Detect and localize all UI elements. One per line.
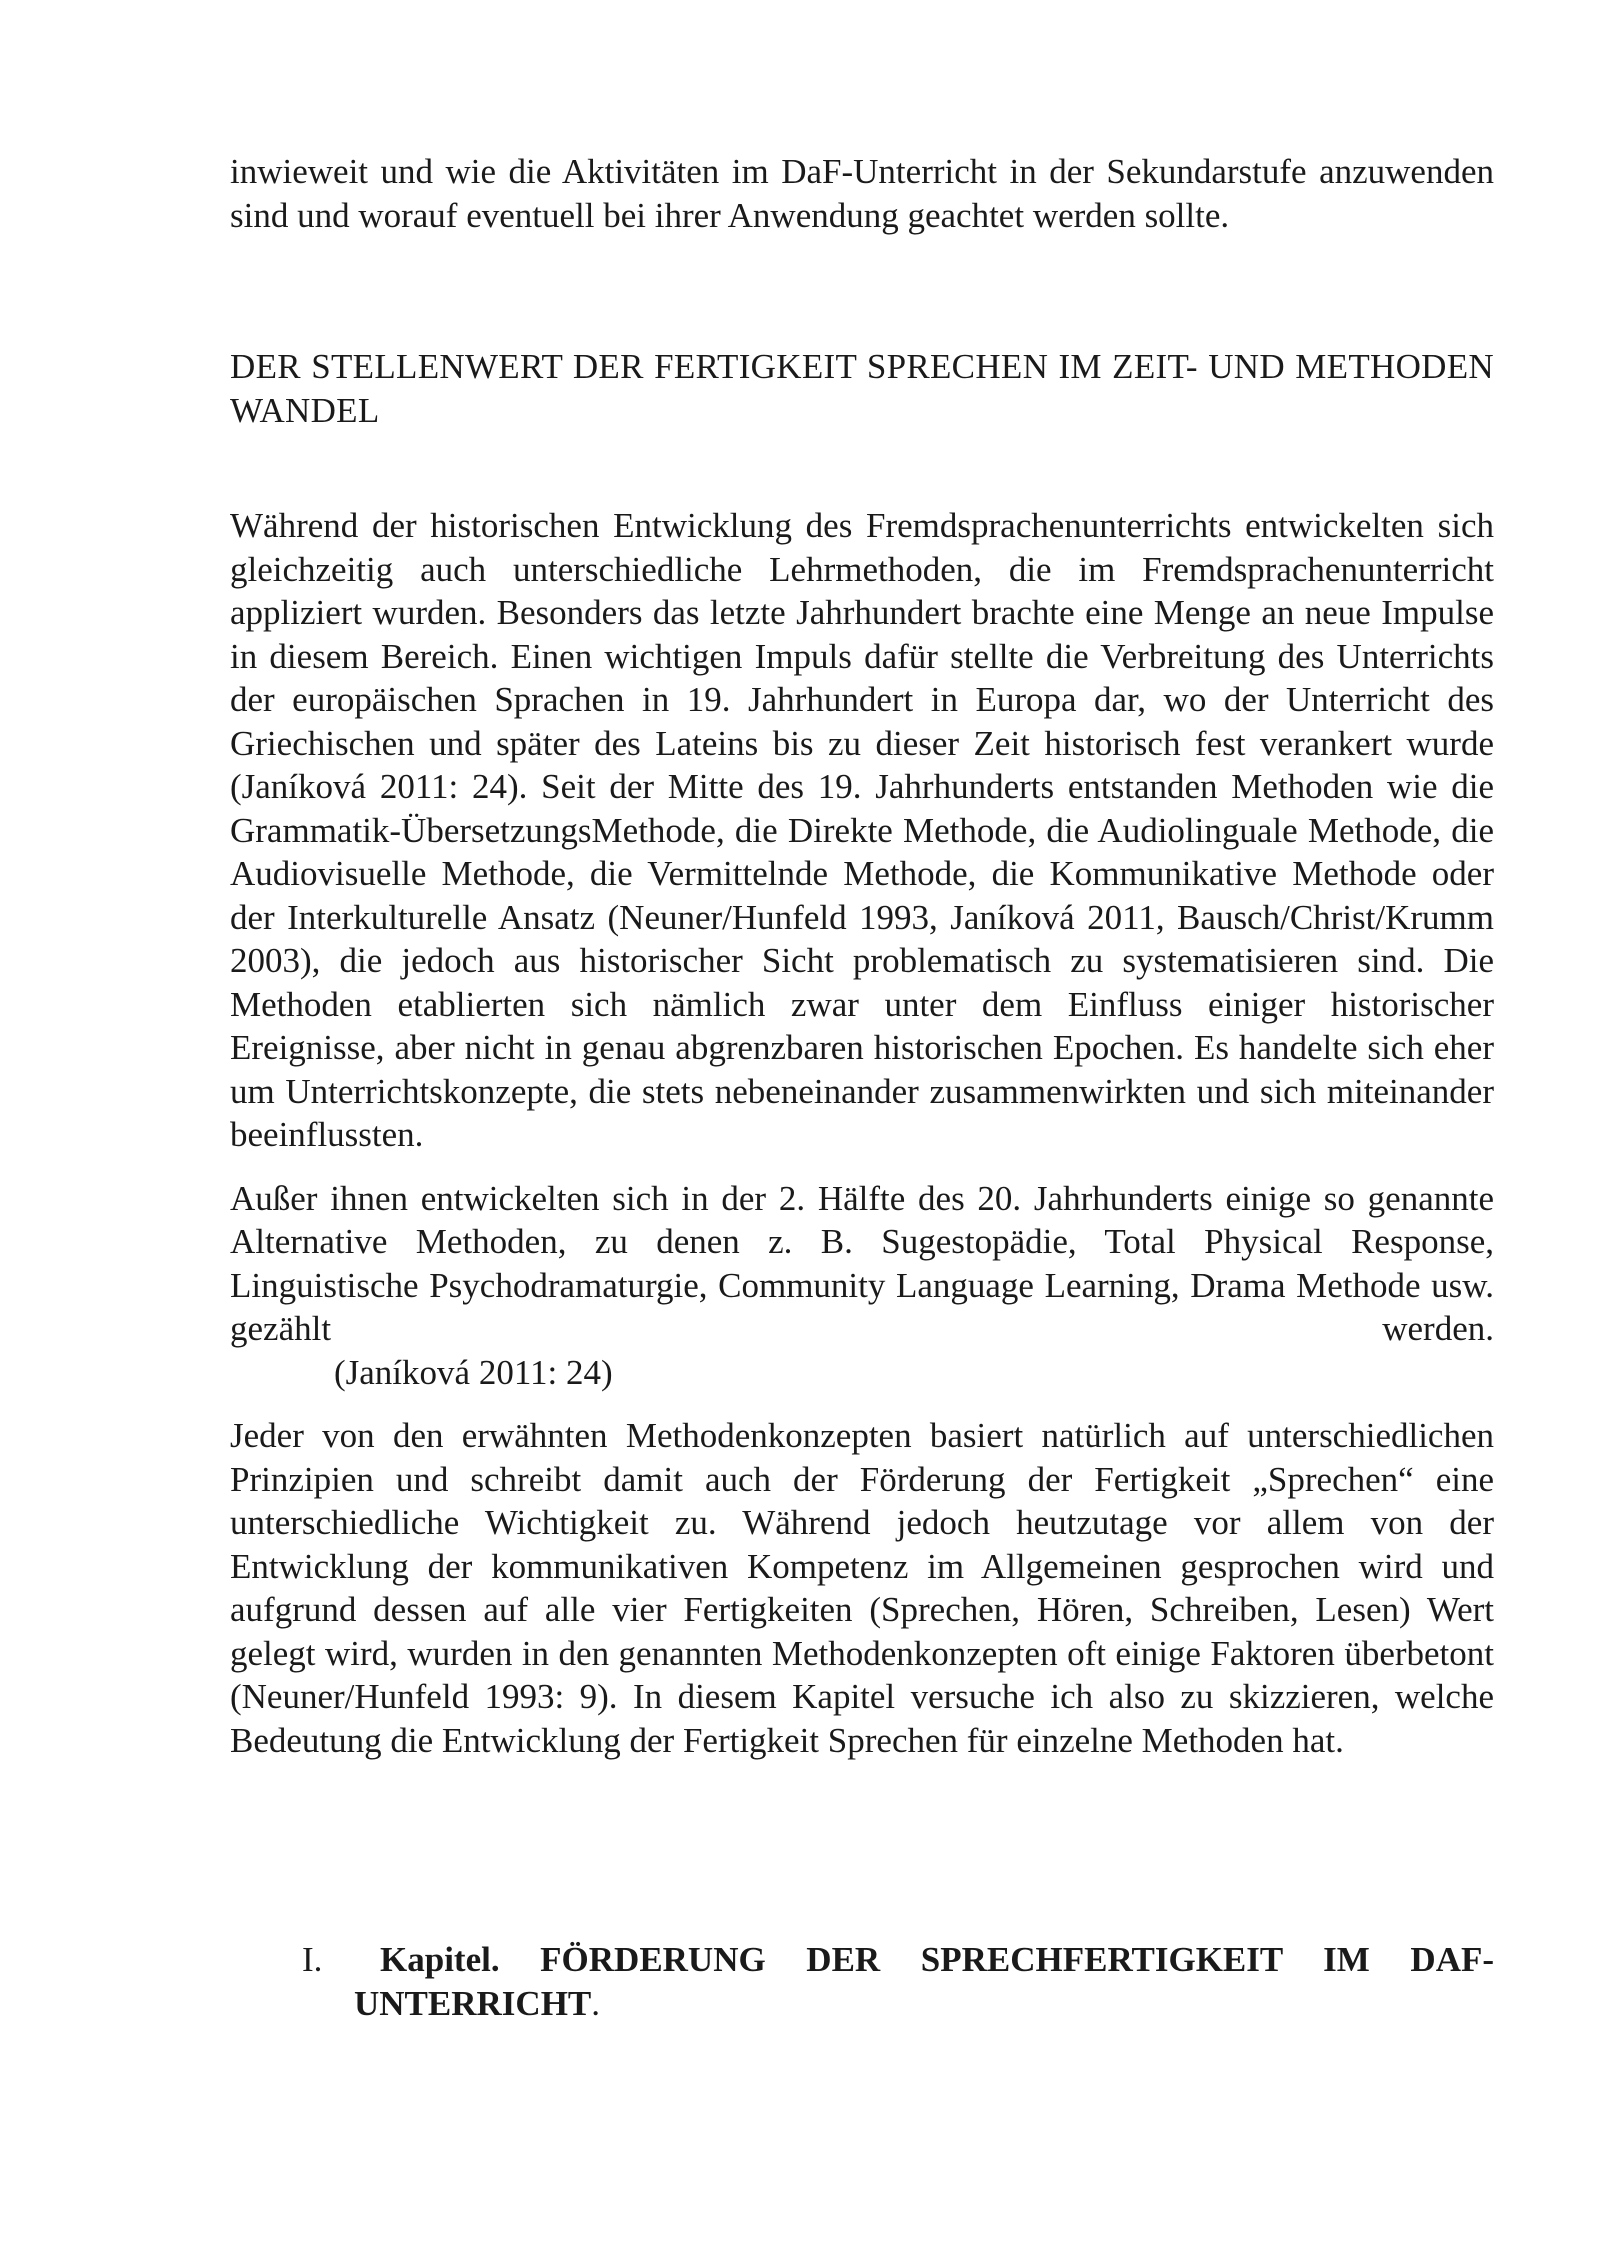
section-heading: DER STELLENWERT DER FERTIGKEIT SPRECHEN IM ZEIT- UND METHODEN WANDEL [230,347,1494,430]
chapter-title: Kapitel. FÖRDERUNG DER SPRECHFERTIGKEIT IM DAF-UNTERRICHT [354,1940,1494,2023]
page-body [230,150,1494,1762]
intro-paragraph: inwieweit und wie die Aktivitäten im DaF-Unterricht in der Sekundarstufe anzuwenden sind und worauf eventuell bei ihrer Anwendung geachtet werden sollte. [230,152,1494,235]
citation: (Janíková 2011: 24) [334,1352,613,1392]
body-paragraph: Jeder von den erwähnten Methodenkonzepten basiert natürlich auf unterschiedlichen Prinzipien und schreibt damit auch der Förderung der Fertigkeit „Sprechen“ eine unterschiedliche Wichtigkeit zu. Während jedoch heutzutage vor allem von der Entwicklung der kommunikativen Kompetenz im Allgemeinen gesprochen wird und aufgrund dessen auf alle vier Fertigkeiten (Sprechen, Hören, Schreiben, Lesen) Wert gelegt wird, wurden in den genannten Methodenkonzepten oft einige Faktoren überbetont (Neuner/Hunfeld 1993: 9). In diesem Kapitel versuche ich also zu skizzieren, welche Bedeutung die Entwicklung der Fertigkeit Sprechen für einzelne Methoden hat. [230,1416,1494,1760]
body-paragraph: Während der historischen Entwicklung des Fremdsprachenunterrichts entwickelten sich gleichzeitig auch unterschiedliche Lehrmethoden, die im Fremdsprachenunterricht appliziert wurden. Besonders das letzte Jahrhundert brachte eine Menge an neue Impulse in diesem Bereich. Einen wichtigen Impuls dafür stellte die Verbreitung des Unterrichts der europäischen Sprachen in 19. Jahrhundert in Europa dar, wo der Unterricht des Griechischen und später des Lateins bis zu dieser Zeit historisch fest verankert wurde (Janíková 2011: 24). Seit der Mitte des 19. Jahrhunderts entstanden Methoden wie die Grammatik-ÜbersetzungsMethode, die Direkte Methode, die Audiolinguale Methode, die Audiovisuelle Methode, die Vermittelnde Methode, die Kommunikative Methode oder der Interkulturelle Ansatz (Neuner/Hunfeld 1993, Janíková 2011, Bausch/Christ/Krumm 2003), die jedoch aus historischer Sicht problematisch zu systematisieren sind. Die Methoden etablierten sich nämlich zwar unter dem Einfluss einiger historischer Ereignisse, aber nicht in genau abgrenzbaren historischen Epochen. Es handelte sich eher um Unterrichtskonzepte, die stets nebeneinander zusammenwirkten und sich miteinander beeinflussten. [230,506,1494,1154]
chapter-title-wrap [354,1938,1494,2026]
chapter-number: I. [302,1940,323,1979]
body-paragraph: Außer ihnen entwickelten sich in der 2. Hälfte des 20. Jahrhunderts einige so genannte Alternative Methoden, zu denen z. B. Sugestopädie, Total Physical Response, Linguistische Psychodramaturgie, Community Language Learning, Drama Methode usw. gezählt werden. [230,1178,1494,1348]
chapter-title-period: . [591,1984,601,2023]
chapter-heading [230,1938,1494,2026]
